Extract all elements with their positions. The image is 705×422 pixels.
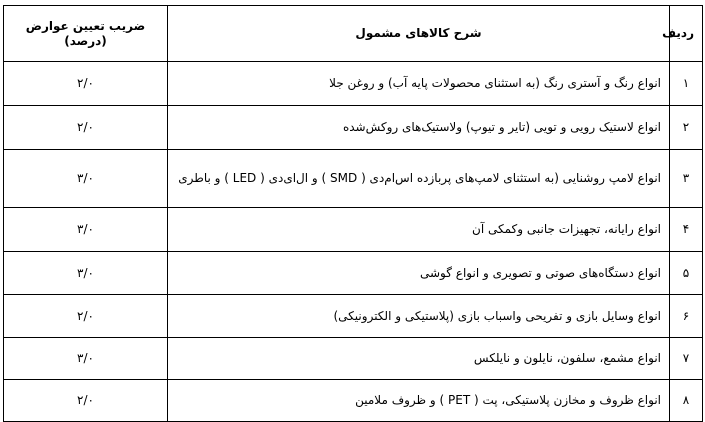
header-rate — [4, 6, 168, 62]
table-row — [4, 62, 703, 106]
tariff-table — [3, 5, 703, 422]
row-rate: ۲/۰ — [4, 380, 168, 422]
row-description: انواع وسایل بازی و تفریحی واسباب بازی (پلاستیکی و الکترونیکی) — [168, 295, 670, 338]
row-description: انواع لاستیک رویی و تویی (تایر و تیوپ) ولاستیک‌های روکش‌شده — [168, 106, 670, 150]
row-number: ۱ — [670, 62, 703, 106]
row-number: ۲ — [670, 106, 703, 150]
row-rate: ۳/۰ — [4, 208, 168, 252]
header-row — [4, 6, 703, 62]
table-row — [4, 252, 703, 295]
row-rate: ۲/۰ — [4, 62, 168, 106]
table-row — [4, 208, 703, 252]
row-number: ۴ — [670, 208, 703, 252]
row-description: انواع مشمع، سلفون، نایلون و نایلکس — [168, 338, 670, 380]
table-row — [4, 106, 703, 150]
table-row — [4, 338, 703, 380]
row-description: انواع رنگ و آستری رنگ (به استثنای محصولات پایه آب) و روغن جلا — [168, 62, 670, 106]
table-row — [4, 380, 703, 422]
row-rate: ۳/۰ — [4, 338, 168, 380]
row-number: ۷ — [670, 338, 703, 380]
row-number: ۶ — [670, 295, 703, 338]
header-rate-unit: (درصد) — [64, 33, 107, 48]
header-rate-title: ضریب تعیین عوارض — [25, 18, 146, 33]
row-description: انواع رایانه، تجهیزات جانبی وکمکی آن — [168, 208, 670, 252]
row-number: ۵ — [670, 252, 703, 295]
row-description: انواع دستگاه‌های صوتی و تصویری و انواع گوشی — [168, 252, 670, 295]
row-number: ۸ — [670, 380, 703, 422]
row-rate: ۲/۰ — [4, 295, 168, 338]
row-description: انواع لامپ روشنایی (به استثنای لامپ‌های پربازده اس‌ام‌دی ( SMD ) و ال‌ای‌دی ( LED ) و باطری — [168, 150, 670, 208]
header-row-number: ردیف — [670, 6, 703, 62]
row-rate: ۲/۰ — [4, 106, 168, 150]
row-rate: ۳/۰ — [4, 252, 168, 295]
table-row — [4, 150, 703, 208]
header-description: شرح کالاهای مشمول — [168, 6, 670, 62]
row-rate: ۳/۰ — [4, 150, 168, 208]
table-row — [4, 295, 703, 338]
row-description: انواع ظروف و مخازن پلاستیکی، پت ( PET ) و ظروف ملامین — [168, 380, 670, 422]
row-number: ۳ — [670, 150, 703, 208]
